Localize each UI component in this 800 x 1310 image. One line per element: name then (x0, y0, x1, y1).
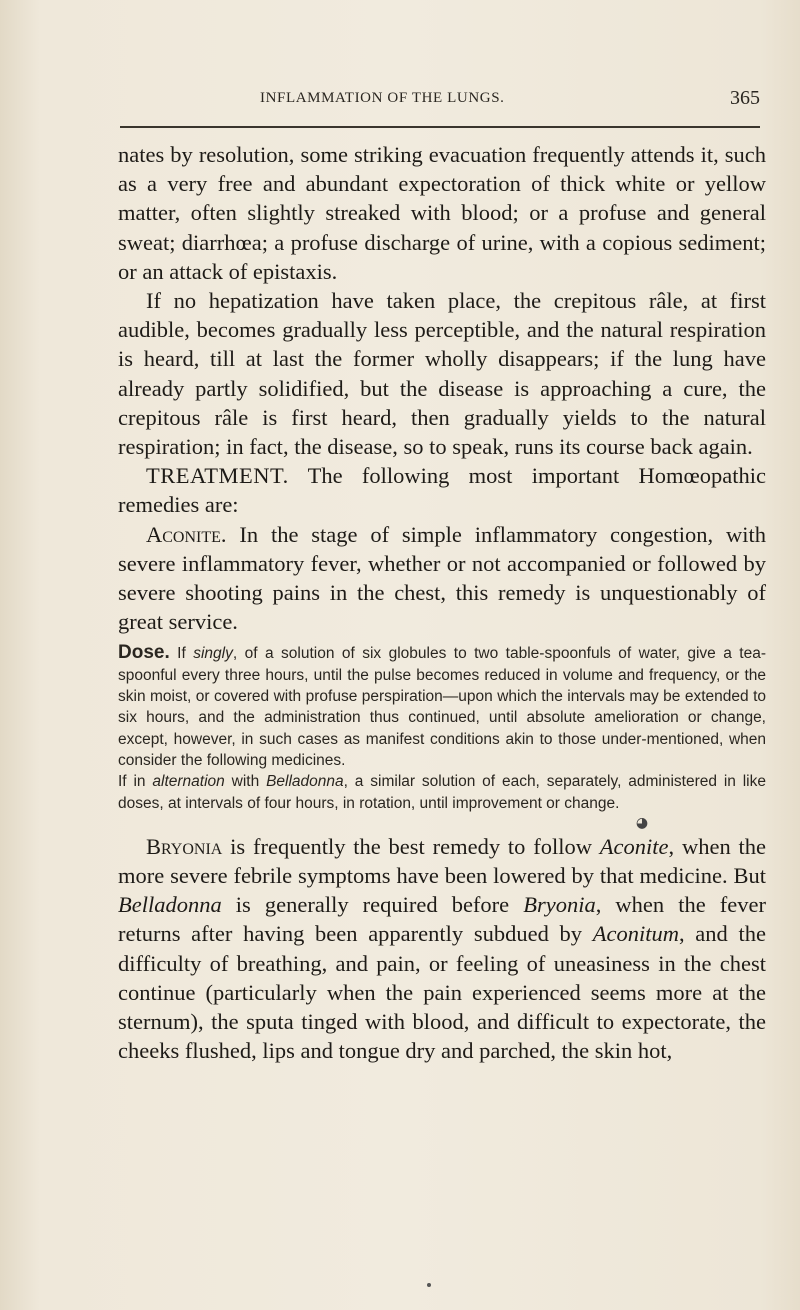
remedy-bryonia-heading: Bryonia (146, 833, 223, 859)
ornament-mark: ◕ (635, 814, 649, 831)
running-title: INFLAMMATION OF THE LUNGS. (260, 90, 505, 106)
paragraph-bryonia: Bryonia is frequently the best remedy to follow Aconite, when the more severe febrile symptoms have been lowered by that medicine. But Belladonna is generally required before Bryonia, when the fever returns after having been apparently subdued by Aconitum, and the difficulty of breathing, and pain, or feeling of uneasiness in the chest continue (particularly when the pain experienced seems more at the sternum), the sputa tinged with blood, and difficult to expectorate, the cheeks flushed, lips and tongue dry and parched, the skin hot, (118, 833, 766, 1064)
treatment-heading: TREATMENT. (146, 463, 289, 489)
dose-note-singly: Dose. If singly, of a solution of six globules to two table-spoonfuls of water, give a tea-spoonful every three hours, until the pulse becomes reduced in volume and frequency, or the skin moist, or covered with profuse perspiration—upon which the intervals may be extended to six hours, and the administration thus continued, until absolute amelioration or change, except, however, in such cases as manifest conditions akin to those under-mentioned, when consider the following medicines. (118, 642, 766, 769)
page-body (118, 140, 766, 1065)
page-number: 365 (730, 87, 760, 109)
dose-label: Dose. (118, 642, 170, 664)
ink-fleck (427, 1283, 431, 1287)
page-header (120, 87, 760, 120)
paragraph-resolution: nates by resolution, some striking evacuation frequently attends it, such as a very free and abundant expectoration of thick white or yellow matter, often slightly streaked with blood; or a profuse and general sweat; diarrhœa; a profuse discharge of urine, with a copious sediment; or an attack of epistaxis. (118, 142, 766, 284)
paragraph-treatment: TREATMENT. The following most important Homœopathic remedies are: (118, 463, 766, 518)
paragraph-aconite: Aconite. In the stage of simple inflammatory congestion, with severe inflammatory fever, whether or not accompanied or followed by severe shooting pains in the chest, this remedy is unquestionably of great service. (118, 521, 766, 635)
remedy-aconite-heading: Aconite. (146, 521, 227, 547)
dose-note-alternation: If in alternation with Belladonna, a similar solution of each, separately, administered in like doses, at intervals of four hours, in rotation, until improvement or change. (118, 773, 766, 812)
header-rule (120, 126, 760, 128)
paragraph-hepatization: If no hepatization have taken place, the crepitous râle, at first audible, becomes gradually less perceptible, and the natural respiration is heard, till at last the former wholly disappears; if the lung have already partly solidified, but the disease is approaching a cure, the crepitous râle is first heard, then gradually yields to the natural respiration; in fact, the disease, so to speak, runs its course back again. (118, 288, 766, 460)
